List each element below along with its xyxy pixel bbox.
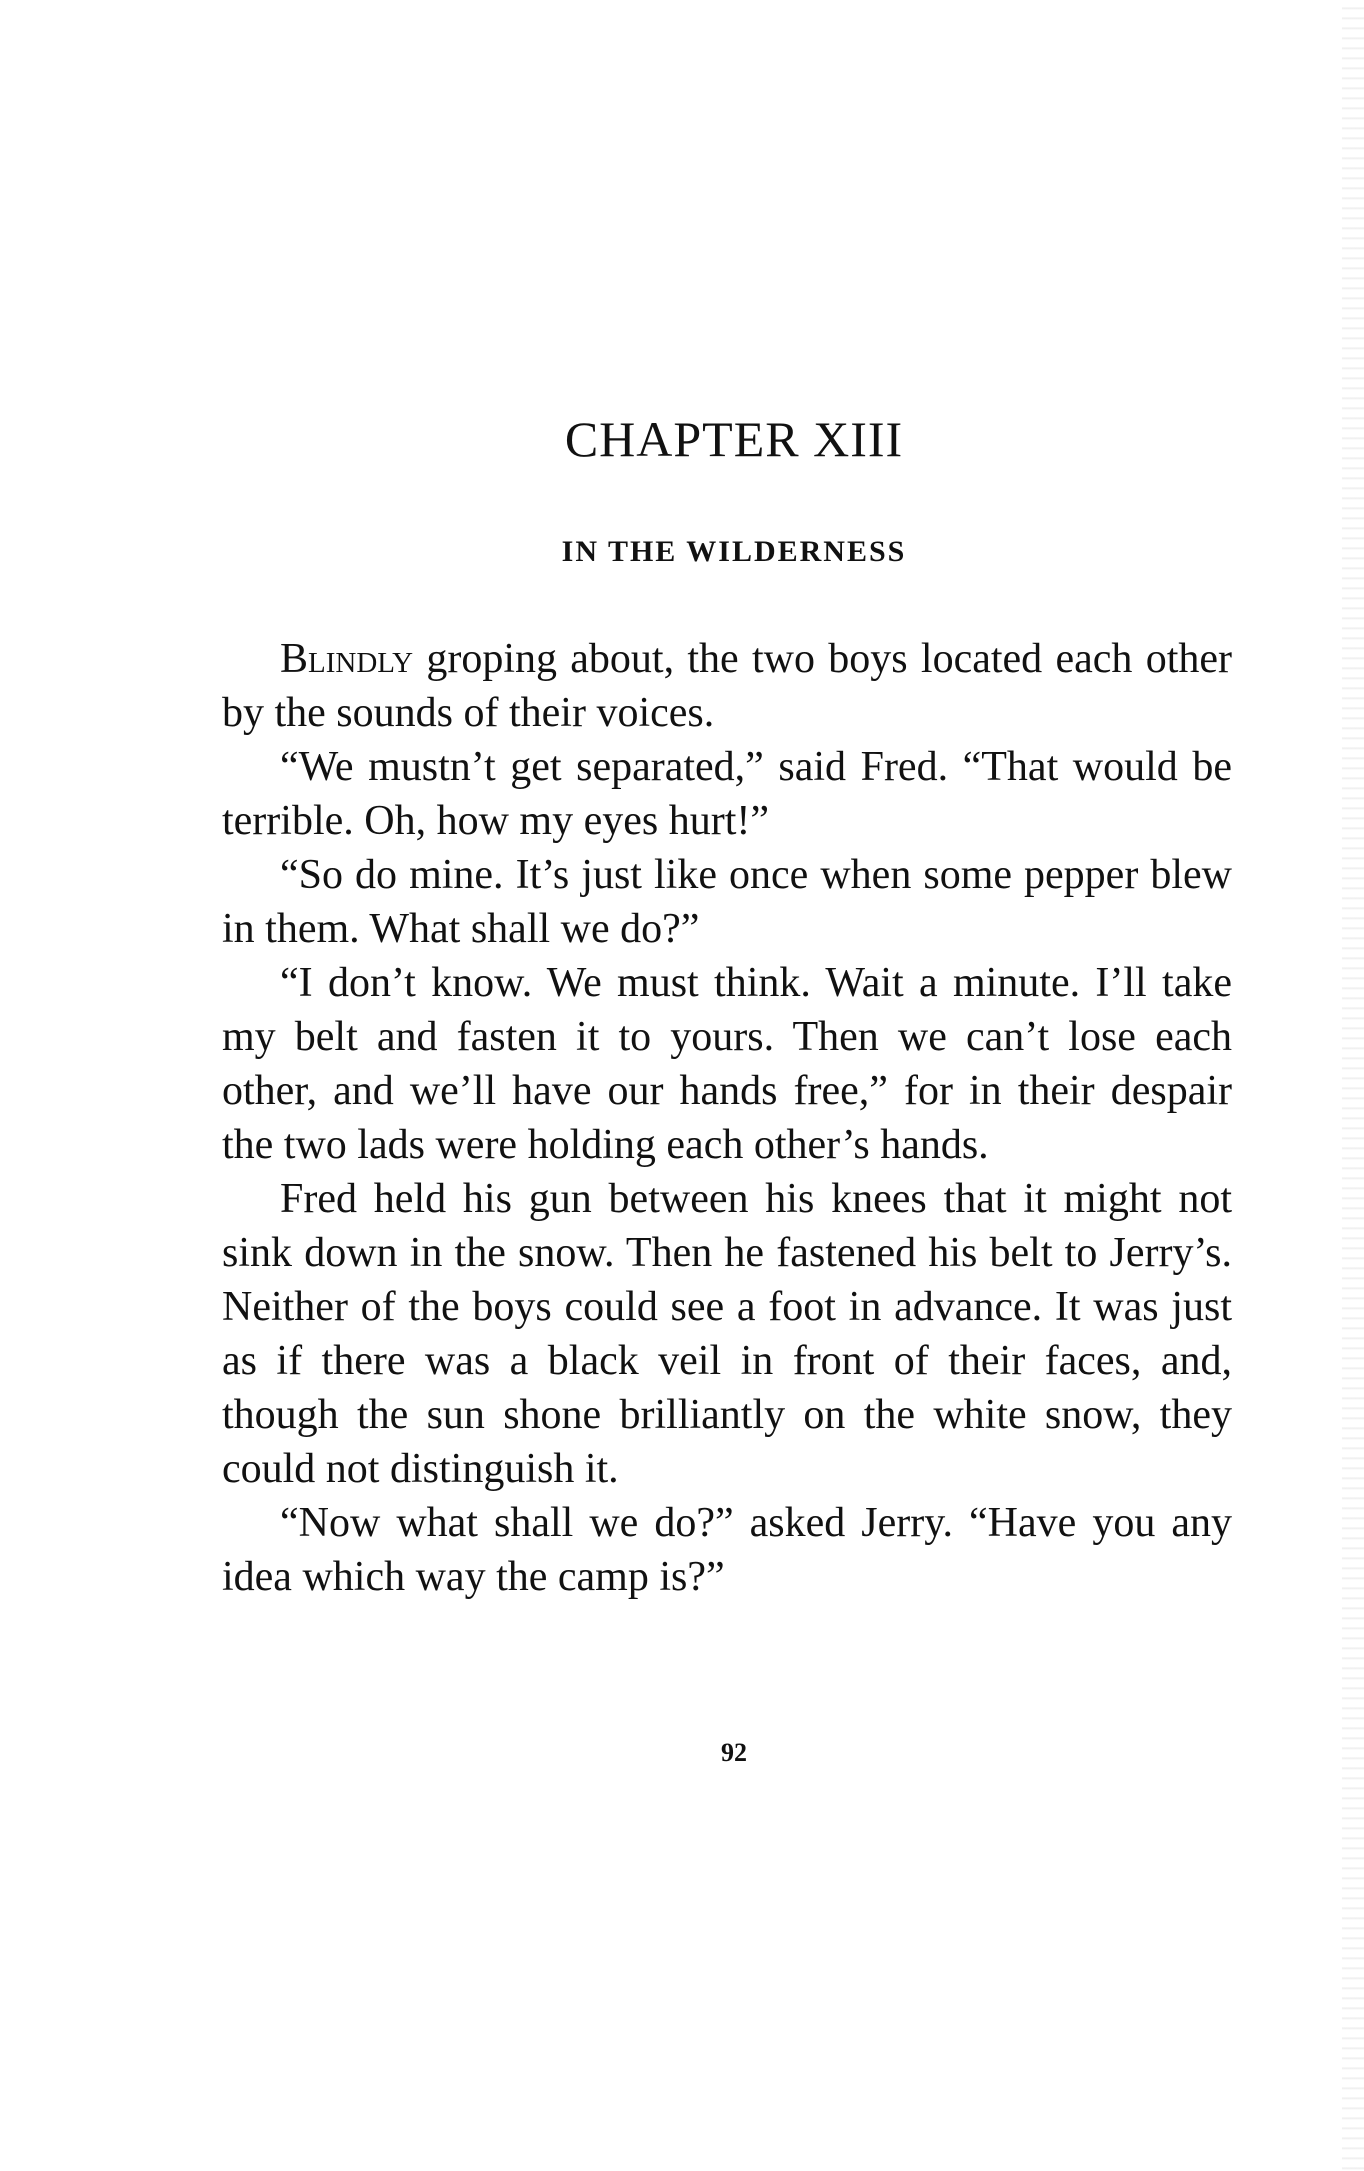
chapter-body [222,632,1232,1604]
paragraph-text: groping about, the two boys located each other by the sounds of their voices. [222,636,1232,736]
paragraph-6 [222,1496,1232,1604]
paragraph-3 [222,848,1232,956]
paragraph-4 [222,956,1232,1172]
paragraph-text: “Now what shall we do?” asked Jerry. “Have you any idea which way the camp is?” [222,1500,1232,1600]
paragraph-text: “So do mine. It’s just like once when some pepper blew in them. What shall we do?” [222,852,1232,952]
chapter-subtitle: IN THE WILDERNESS [561,535,907,568]
paragraph-text: “We mustn’t get separated,” said Fred. “That would be terrible. Oh, how my eyes hurt!” [222,744,1232,844]
page-number: 92 [721,1738,747,1767]
page-edge-shadow [1342,0,1364,2171]
chapter-title: CHAPTER XIII [564,411,904,467]
paragraph-1 [222,632,1232,740]
drop-word: Blindly [280,636,414,682]
paragraph-text: Fred held his gun between his knees that it might not sink down in the snow. Then he fastened his belt to Jerry’s. Neither of the boys could see a foot in advance. It was just as if there was a black veil in front of their faces, and, though the sun shone brilliantly on the white snow, they could not distinguish it. [222,1176,1232,1492]
paragraph-2 [222,740,1232,848]
paragraph-text: “I don’t know. We must think. Wait a minute. I’ll take my belt and fasten it to yours. Then we can’t lose each other, and we’ll have our hands free,” for in their despair the two lads were holding each other’s hands. [222,960,1232,1168]
paragraph-5 [222,1172,1232,1496]
